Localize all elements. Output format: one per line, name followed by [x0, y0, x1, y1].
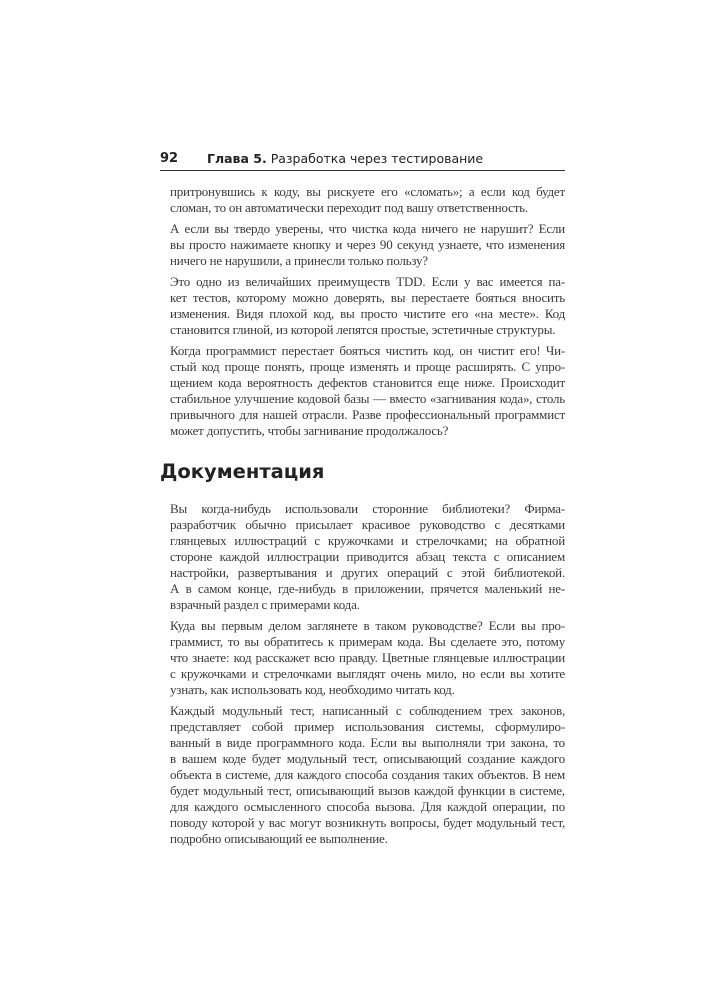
text-line: представляет собой пример использования системы, сформулиро-: [170, 719, 565, 734]
paragraph: [170, 343, 565, 439]
text-line: с кружочками и стрелочками выглядят очень мило, но если вы хотите: [170, 666, 565, 681]
text-line: глянцевых иллюстраций с кружочками и стрелочками; на обратной: [170, 533, 565, 548]
chapter-name: Разработка через тестирование: [270, 151, 484, 166]
text-line: поводу которой у вас могут возникнуть вопросы, будет модульный тест,: [170, 815, 565, 830]
paragraph: [170, 274, 565, 338]
text-line: Вы когда-нибудь использовали сторонние библиотеки? Фирма-: [170, 501, 565, 516]
text-line: ванный в виде программного кода. Если вы выполняли три закона, то: [170, 735, 565, 750]
chapter-label: Глава 5.: [207, 151, 267, 166]
text-line: подробно описывающий ее выполнение.: [170, 831, 388, 846]
text-line: А если вы твердо уверены, что чистка кода ничего не нарушит? Если: [170, 221, 565, 236]
text-line: граммист, то вы обратитесь к примерам кода. Вы сделаете это, потому: [170, 634, 565, 649]
text-line: Каждый модульный тест, написанный с соблюдением трех законов,: [170, 703, 565, 718]
text-line: стый код проще понять, проще изменять и проще расширять. С упро-: [170, 359, 565, 374]
page-number: 92: [160, 151, 179, 166]
paragraph: [170, 184, 565, 216]
text-line: что знаете: код расскажет всю правду. Цветные глянцевые иллюстрации: [170, 650, 565, 665]
chapter-title: [207, 151, 483, 166]
paragraph: [170, 501, 565, 613]
text-line: стороне каждой иллюстрации приводится абзац текста с описанием: [170, 549, 565, 564]
section-heading: Документация: [160, 460, 325, 483]
text-line: привычного для нашей отрасли. Разве профессиональный программист: [170, 407, 565, 422]
text-line: Это одно из величайших преимуществ TDD. Если у вас имеется па-: [170, 274, 565, 289]
text-line: может допустить, чтобы загнивание продолжалось?: [170, 423, 449, 438]
text-line: объекта в системе, для каждого способа создания таких объектов. В нем: [170, 767, 565, 782]
text-line: разработчик обычно присылает красивое руководство с десятками: [170, 517, 565, 532]
running-header: [160, 150, 565, 171]
text-line: кет тестов, которому можно доверять, вы перестаете бояться вносить: [170, 290, 565, 305]
text-line: вы просто нажимаете кнопку и через 90 секунд узнаете, что изменения: [170, 237, 565, 252]
text-line: настройки, развертывания и других операций с этой библиотекой.: [170, 565, 565, 580]
text-line: притронувшись к коду, вы рискуете его «сломать»; а если код будет: [170, 184, 565, 199]
text-line: узнать, как использовать код, необходимо читать код.: [170, 682, 455, 697]
paragraph: [170, 221, 565, 269]
section-body-1: [170, 184, 565, 444]
text-line: взрачный раздел с примерами кода.: [170, 597, 360, 612]
text-line: становится глиной, из которой лепятся простые, эстетичные структуры.: [170, 322, 556, 337]
text-line: в вашем коде будет модульный тест, описывающий создание каждого: [170, 751, 565, 766]
text-line: Когда программист перестает бояться чистить код, он чистит его! Чи-: [170, 343, 565, 358]
paragraph: [170, 618, 565, 698]
text-line: стабильное улучшение кодовой базы — вместо «загнивания кода», столь: [170, 391, 565, 406]
text-line: для каждого осмысленного способа вызова. Для каждой операции, по: [170, 799, 565, 814]
text-line: ничего не нарушили, а принесли только пользу?: [170, 253, 428, 268]
text-line: Куда вы первым делом заглянете в таком руководстве? Если вы про-: [170, 618, 565, 633]
text-line: щением кода вероятность дефектов становится еще ниже. Происходит: [170, 375, 565, 390]
section-body-2: [170, 501, 565, 852]
paragraph: [170, 703, 565, 847]
text-line: сломан, то он автоматически переходит под вашу ответственность.: [170, 200, 528, 215]
text-line: будет модульный тест, описывающий вызов каждой функции в системе,: [170, 783, 565, 798]
text-line: изменения. Видя плохой код, вы просто чистите его «на месте». Код: [170, 306, 565, 321]
text-line: А в самом конце, где-нибудь в приложении, прячется маленький не-: [170, 581, 565, 596]
